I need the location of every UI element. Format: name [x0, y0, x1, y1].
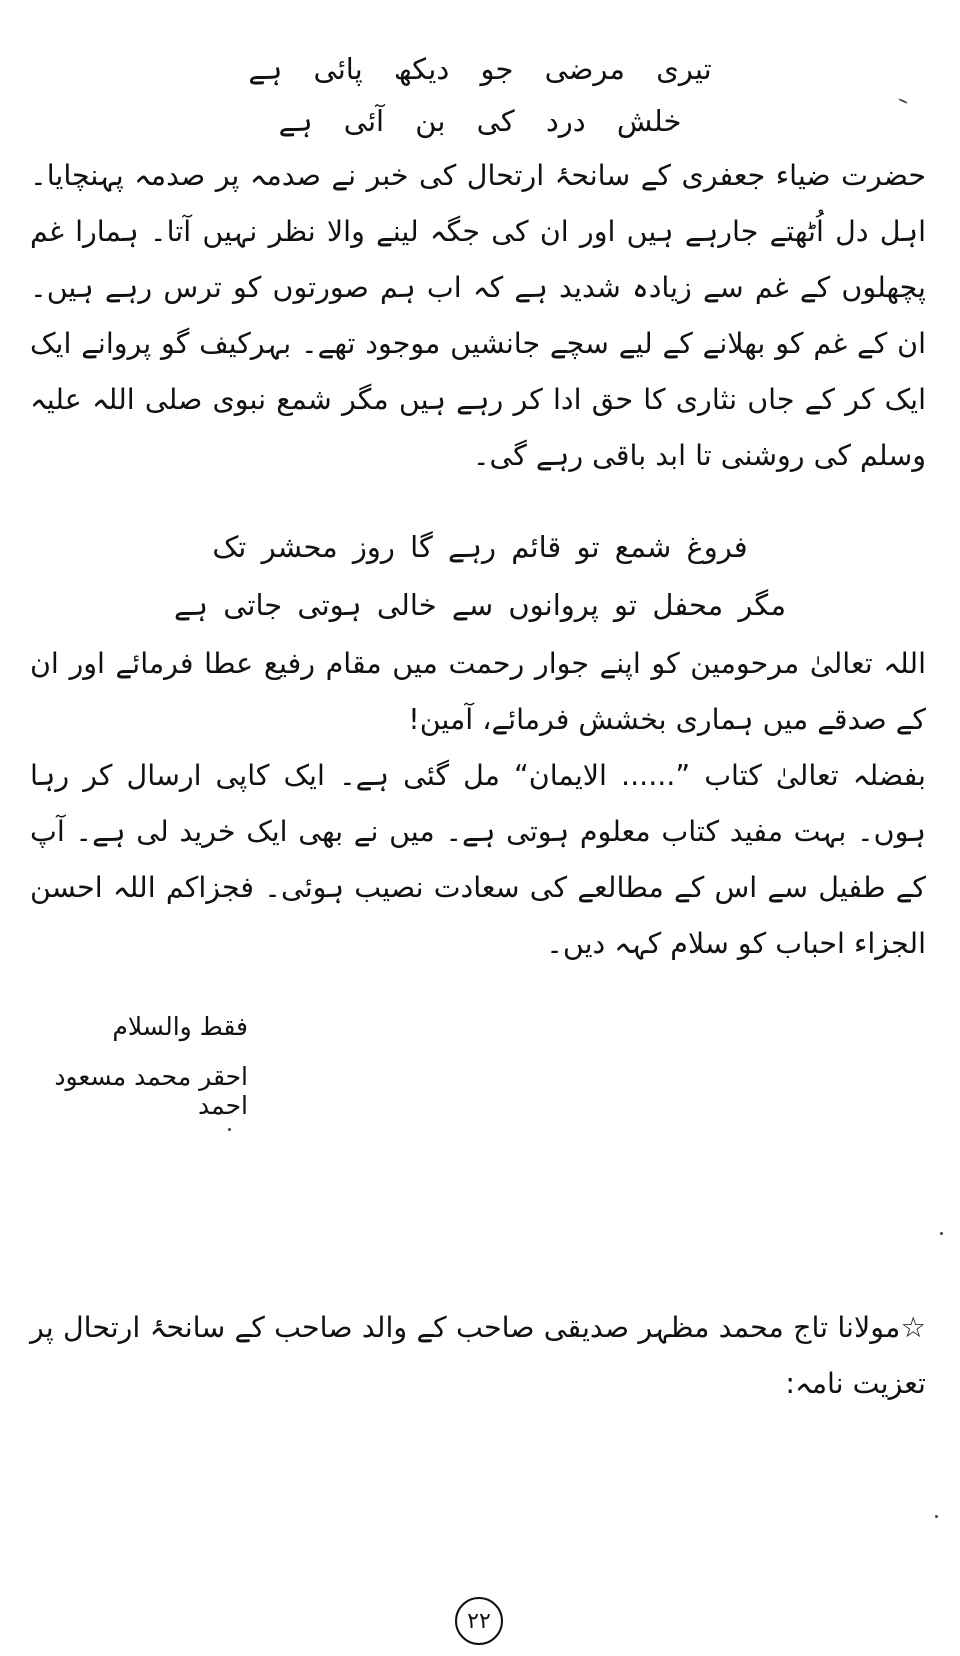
couplet-2-line-1: فروغ شمع تو قائم رہے گا روز محشر تک — [212, 530, 748, 564]
paragraph-condolence: حضرت ضیاء جعفری کے سانحۂ ارتحال کی خبر نے صدمہ پر صدمہ پہنچایا۔ اہل دل اُٹھتے جارہے ہیں اور ان کی جگہ لینے والا نظر نہیں آتا۔ ہمارا غم پچھلوں کے غم سے زیادہ شدید ہے کہ اب ہم صورتوں کو ترس رہے ہیں۔ ان کے غم کو بھلانے کے لیے سچے جانشیں موجود تھے۔ بہرکیف گو پروانے ایک ایک کر کے جاں نثاری کا حق ادا کر رہے ہیں مگر شمع نبوی صلی اللہ علیہ وسلم کی روشنی تا ابد باقی رہے گی۔ — [30, 159, 926, 472]
paragraph-book: بفضلہ تعالیٰ کتاب ”...... الایمان“ مل گئی ہے۔ ایک کاپی ارسال کر رہا ہوں۔ بہت مفید کتاب معلوم ہوتی ہے۔ میں نے بھی ایک خرید لی ہے۔ آپ کے طفیل سے اس کے مطالعے کی سعادت نصیب ہوئی۔ فجزاکم اللہ احسن الجزاء احباب کو سلام کہہ دیں۔ — [30, 759, 926, 960]
scan-speck — [935, 1515, 938, 1518]
page-number: ۲۲ — [455, 1597, 503, 1645]
couplet-1-line-2: خلش درد کی بن آئی ہے — [278, 104, 682, 138]
couplet-1-line-1: تیری مرضی جو دیکھ پائی ہے — [248, 52, 712, 86]
section-heading: ☆مولانا تاج محمد مظہر صدیقی صاحب کے والد صاحب کے سانحۂ ارتحال پر تعزیت نامہ: — [30, 1311, 926, 1400]
signature-name: احقر محمد مسعود احمد — [54, 1062, 248, 1120]
scan-speck — [940, 1232, 943, 1235]
signature-closing: فقط والسلام — [112, 1012, 248, 1041]
couplet-2-line-2: مگر محفل تو پروانوں سے خالی ہوتی جاتی ہے — [174, 588, 786, 622]
paragraph-prayer: اللہ تعالیٰ مرحومین کو اپنے جوار رحمت میں مقام رفیع عطا فرمائے اور ان کے صدقے میں ہماری بخشش فرمائے، آمین! — [30, 647, 926, 736]
scan-speck — [228, 1128, 231, 1131]
